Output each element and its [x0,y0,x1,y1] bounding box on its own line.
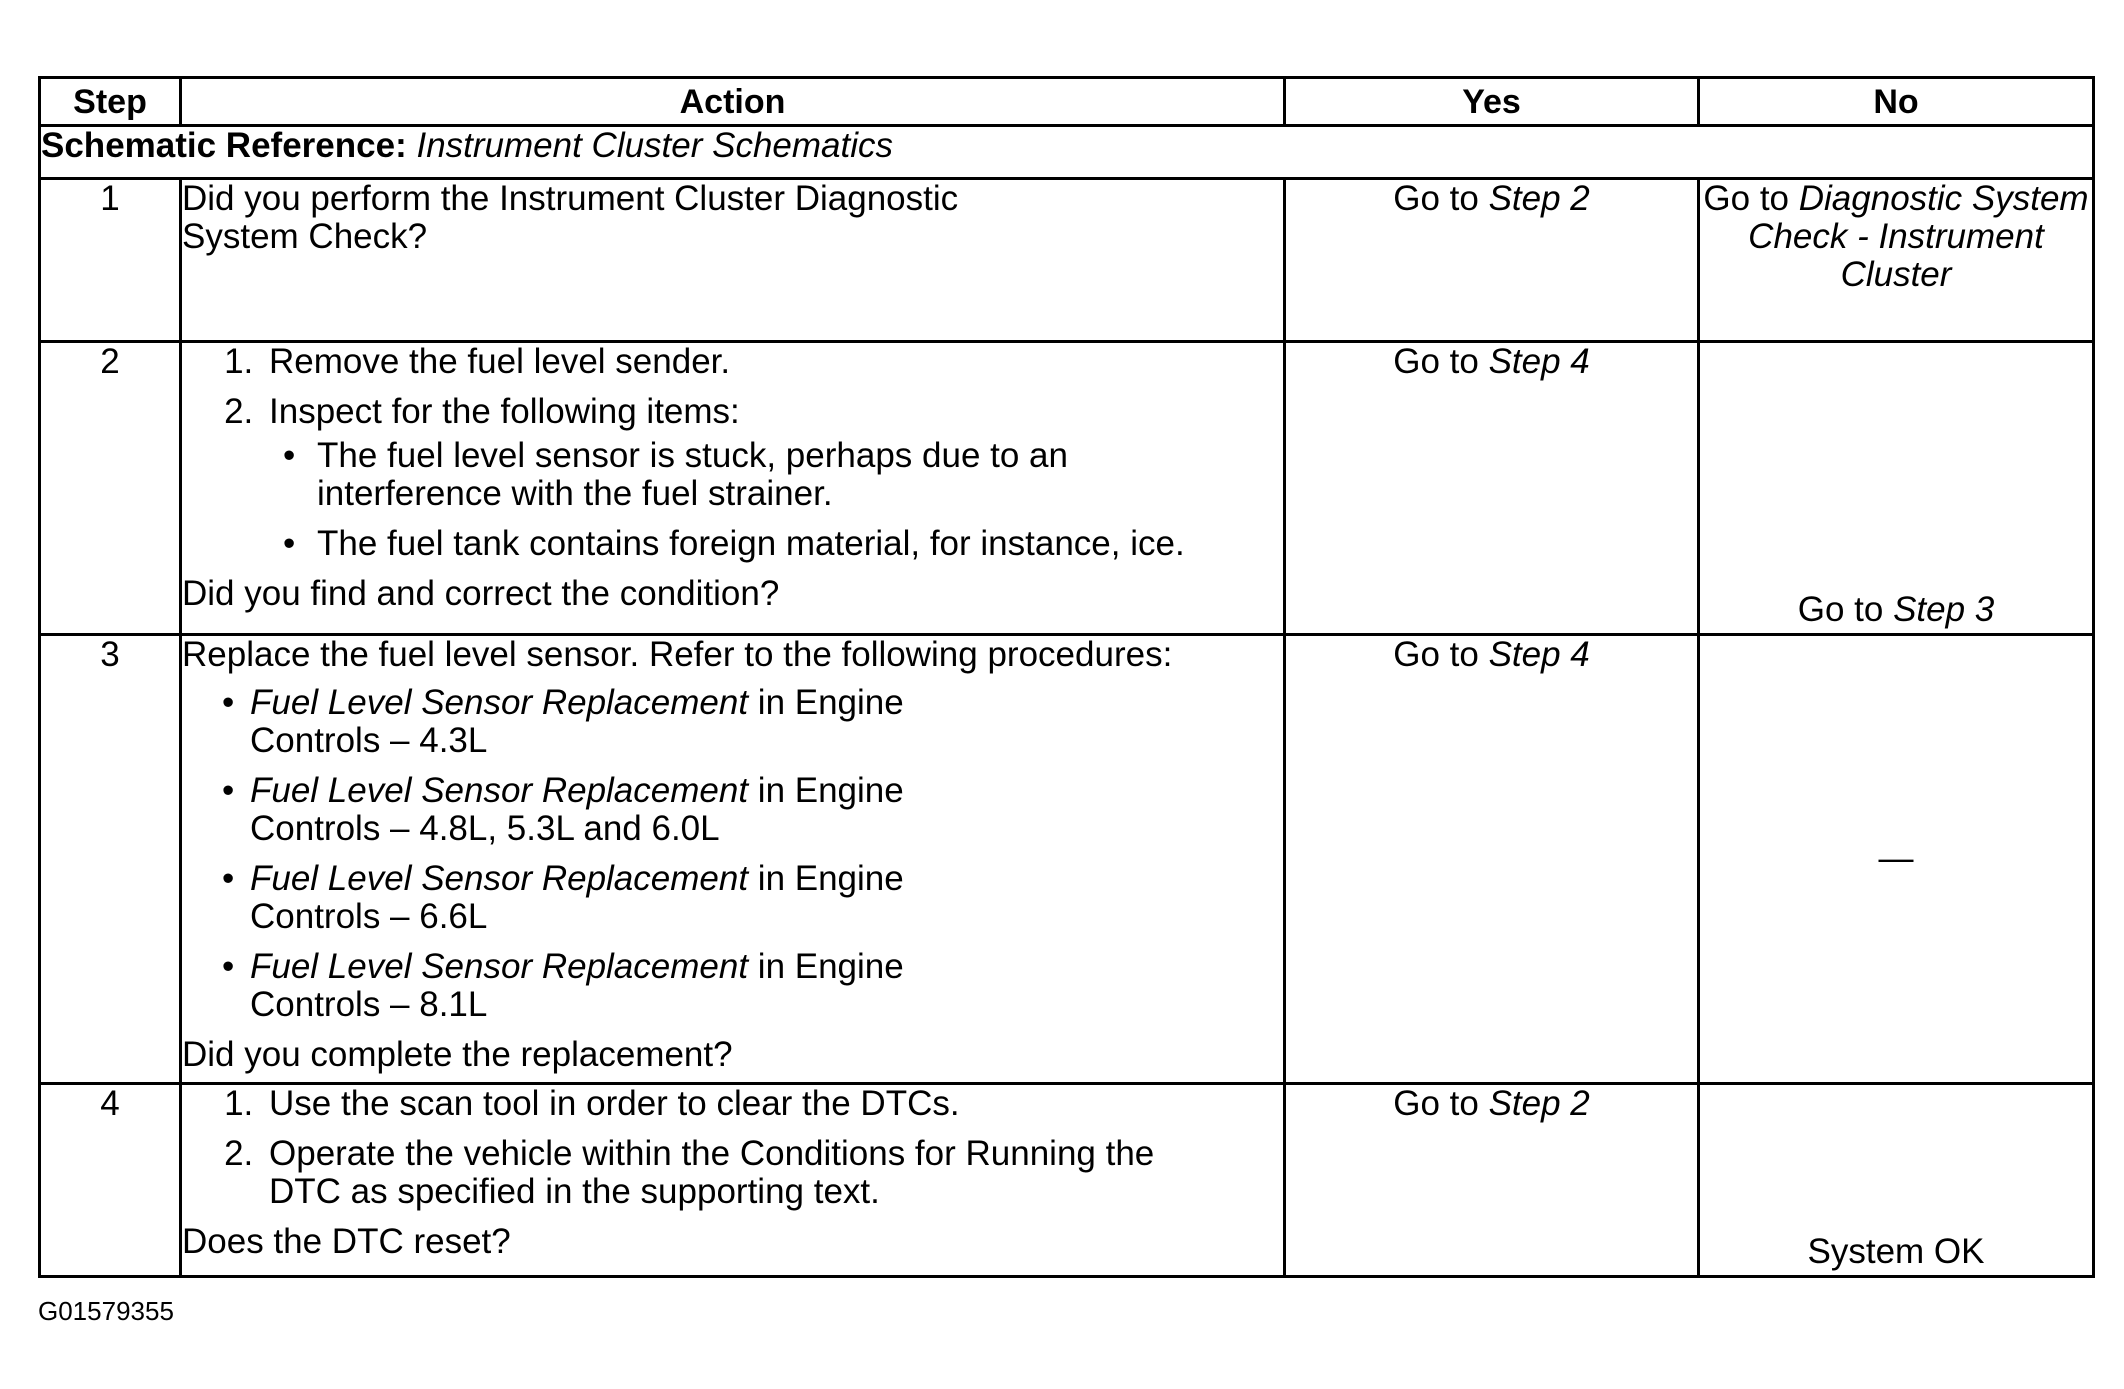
no-prefix: Go to [1797,590,1884,629]
header-step: Step [40,78,181,126]
no-link[interactable]: Step 3 [1893,590,1995,629]
action-step-text: Inspect for the following items: [269,392,740,431]
no-cell [1699,1084,2094,1277]
yes-cell [1285,179,1699,342]
action-steps [182,1085,1283,1211]
procedure-suffix: in Engine Controls – 4.8L, 5.3L and 6.0L [250,771,904,848]
procedure-link[interactable]: Fuel Level Sensor Replacement [250,683,749,722]
action-question: Does the DTC reset? [182,1222,511,1261]
yes-prefix: Go to [1393,1084,1479,1123]
action-step-item: 1. Use the scan tool in order to clear the DTCs. [263,1085,1283,1123]
yes-link[interactable]: Step 2 [1488,1084,1590,1123]
action-step-item: 2. Operate the vehicle within the Conditions for Running the DTC as specified in the supporting text. [263,1135,1189,1211]
no-result: System OK [1807,1232,1985,1271]
action-cell [181,635,1285,1084]
procedure-link[interactable]: Fuel Level Sensor Replacement [250,947,749,986]
yes-cell [1285,635,1699,1084]
bullet-item: • The fuel level sensor is stuck, perhaps due to an interference with the fuel strainer. [311,437,1077,513]
no-cell [1699,635,2094,1084]
action-intro: Replace the fuel level sensor. Refer to the following procedures: [182,635,1173,674]
table-row [40,179,2094,342]
table-row [40,1084,2094,1277]
schematic-reference-link[interactable]: Instrument Cluster Schematics [416,126,894,165]
yes-link[interactable]: Step 2 [1488,179,1590,218]
procedure-item [250,860,970,936]
figure-id: G01579355 [38,1296,174,1326]
table-row [40,635,2094,1084]
diagnostic-table [38,76,2095,1278]
step-number: 1 [40,179,181,342]
action-bullets [269,437,1283,563]
procedure-link[interactable]: Fuel Level Sensor Replacement [250,859,749,898]
table-row [40,342,2094,635]
no-cell [1699,179,2094,342]
step-number: 3 [40,635,181,1084]
step-number: 4 [40,1084,181,1277]
procedure-item [250,772,970,848]
yes-cell [1285,342,1699,635]
schematic-reference-label: Schematic Reference: [41,126,407,165]
procedure-suffix: in Engine Controls – 8.1L [250,947,904,1024]
header-row [40,78,2094,126]
action-question: Did you find and correct the condition? [182,574,780,613]
yes-prefix: Go to [1393,635,1479,674]
action-cell [181,342,1285,635]
action-question: Did you perform the Instrument Cluster Diagnostic System Check? [182,179,959,256]
action-step-item: 1. Remove the fuel level sender. [263,343,1283,381]
action-cell [181,1084,1285,1277]
yes-prefix: Go to [1393,179,1479,218]
no-dash: — [1878,839,1914,878]
action-cell [181,179,1285,342]
yes-link[interactable]: Step 4 [1488,342,1590,381]
procedure-suffix: in Engine Controls – 6.6L [250,859,904,936]
procedure-item [250,948,970,1024]
header-no: No [1699,78,2094,126]
procedure-list [182,684,1283,1024]
schematic-reference-row [40,126,2094,179]
header-yes: Yes [1285,78,1699,126]
yes-link[interactable]: Step 4 [1488,635,1590,674]
yes-prefix: Go to [1393,342,1479,381]
action-step-item [263,393,1283,563]
no-prefix: Go to [1703,179,1790,218]
yes-cell [1285,1084,1699,1277]
bullet-item: • The fuel tank contains foreign material, for instance, ice. [311,525,1283,563]
procedure-suffix: in Engine Controls – 4.3L [250,683,904,760]
schematic-reference-cell [40,126,2094,179]
procedure-item [250,684,970,760]
step-number: 2 [40,342,181,635]
no-cell [1699,342,2094,635]
procedure-link[interactable]: Fuel Level Sensor Replacement [250,771,749,810]
action-question: Did you complete the replacement? [182,1035,733,1074]
action-steps [182,343,1283,563]
no-link[interactable]: Diagnostic System Check - Instrument Cluster [1748,179,2089,294]
header-action: Action [181,78,1285,126]
